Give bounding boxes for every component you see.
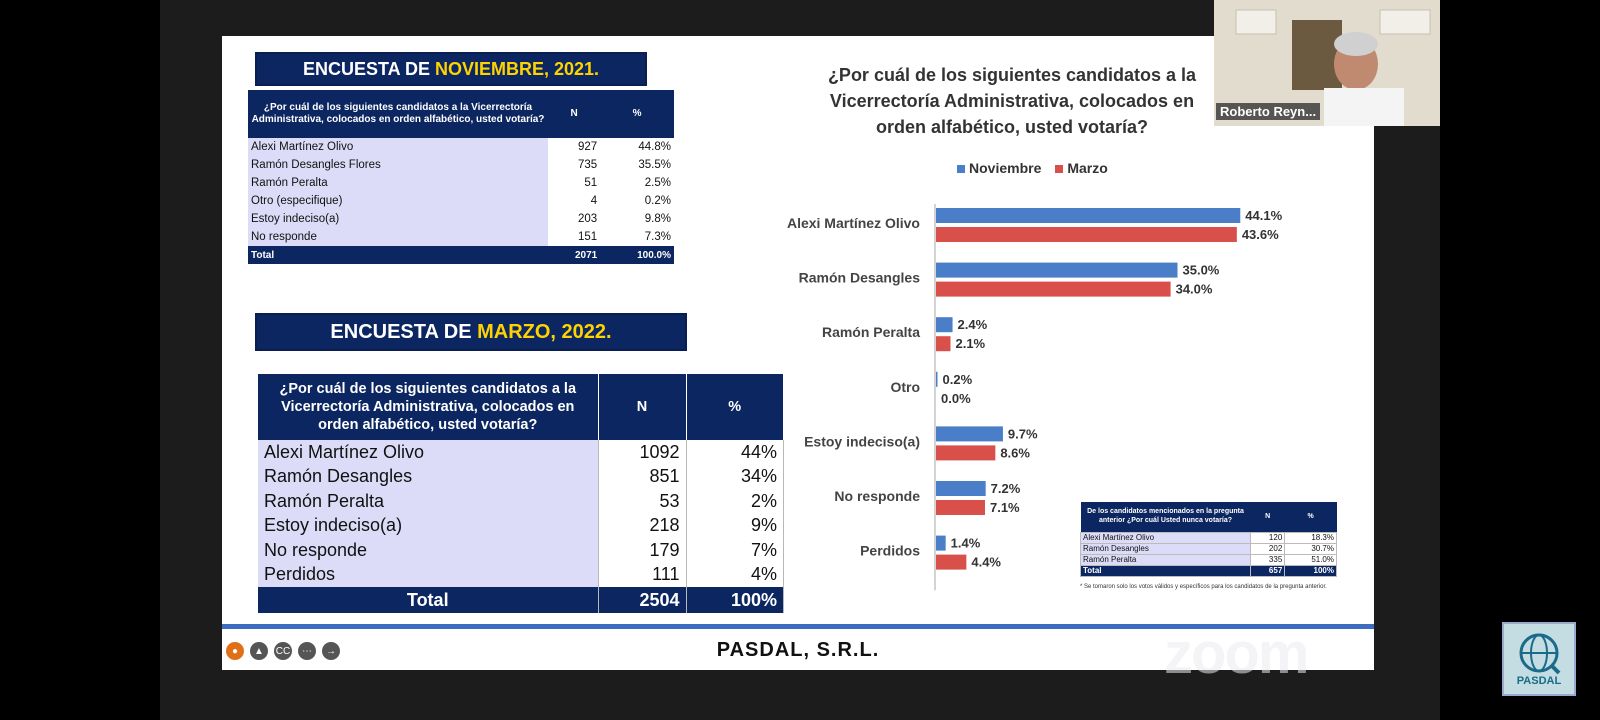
table-header-question: ¿Por cuál de los siguientes candidatos a la Vicerrectoría Administrativa, colocados en orden alfabético, usted votaría?: [258, 374, 598, 440]
total-pct: 100.0%: [600, 246, 674, 264]
table-marzo: [258, 374, 784, 613]
table-row: [248, 228, 674, 246]
row-label: Alexi Martínez Olivo: [248, 138, 548, 156]
data-label: 0.0%: [941, 390, 971, 406]
bar-marzo: [936, 336, 950, 351]
bar-noviembre: [936, 317, 953, 332]
row-label: Estoy indeciso(a): [258, 514, 598, 539]
banner-prefix: ENCUESTA DE: [302, 58, 430, 79]
row-label: Estoy indeciso(a): [248, 210, 548, 228]
banner-prefix: ENCUESTA DE: [330, 320, 472, 343]
data-label: 9.7%: [1007, 426, 1038, 442]
row-n: 927: [578, 141, 598, 153]
row-label: Otro (especifique): [248, 192, 548, 210]
data-label: 7.1%: [989, 500, 1020, 515]
row-n: 151: [578, 231, 598, 243]
total-label: Total: [248, 246, 548, 264]
row-label: No responde: [248, 228, 548, 246]
table-row: [1081, 543, 1337, 554]
bar-noviembre: [936, 426, 1003, 441]
banner-marzo: [255, 313, 687, 351]
table-row: [248, 210, 674, 228]
row-n: 111: [598, 563, 686, 588]
row-pct: 34%: [686, 465, 784, 490]
data-label: 44.1%: [1245, 208, 1283, 223]
category-label: Ramón Desangles: [798, 269, 920, 286]
row-label: No responde: [258, 538, 598, 563]
row-n: 120: [1251, 532, 1285, 543]
row-label: Ramón Peralta: [248, 174, 548, 192]
row-n: 51: [584, 177, 598, 189]
data-label: 0.2%: [942, 371, 973, 387]
pasdal-logo: [1502, 622, 1576, 696]
table-header-pct: %: [686, 374, 784, 440]
row-pct: 44.8%: [638, 141, 671, 153]
bar-marzo: [936, 227, 1237, 242]
table-header-pct: %: [1285, 502, 1337, 532]
data-label: 35.0%: [1182, 262, 1220, 278]
legend-noviembre: Noviembre: [957, 160, 1041, 176]
row-n: 53: [598, 489, 686, 514]
table-header-n: N: [1251, 502, 1285, 532]
row-label: Ramón Peralta: [1081, 554, 1251, 565]
table-row: [258, 489, 784, 514]
participant-name: Roberto Reyn...: [1216, 103, 1320, 120]
row-n: 202: [1251, 543, 1285, 554]
table-header-n: N: [598, 374, 686, 440]
data-label: 34.0%: [1175, 281, 1213, 297]
row-pct: 30.7%: [1285, 543, 1337, 554]
row-pct: 7%: [686, 538, 784, 563]
row-n: 335: [1251, 554, 1285, 565]
table-row: [258, 538, 784, 563]
data-label: 43.6%: [1241, 227, 1279, 242]
bar-noviembre: [936, 372, 938, 387]
total-n: 2504: [598, 587, 686, 613]
logo-text: PASDAL: [1516, 675, 1562, 687]
category-label: Estoy indeciso(a): [804, 433, 920, 450]
total-n: 2071: [548, 246, 600, 264]
right-black-bar: [1440, 0, 1600, 720]
table-row: [258, 514, 784, 539]
row-label: Ramón Peralta: [258, 489, 598, 514]
total-pct: 100%: [686, 587, 784, 613]
row-label: Ramón Desangles: [258, 465, 598, 490]
row-pct: 44%: [686, 440, 784, 465]
legend-marzo: Marzo: [1055, 160, 1107, 176]
row-label: Perdidos: [258, 563, 598, 588]
total-row: [248, 246, 674, 264]
bar-noviembre: [936, 536, 946, 551]
total-label: Total: [258, 587, 598, 613]
company-name: PASDAL, S.R.L.: [716, 639, 880, 661]
bar-marzo: [936, 555, 966, 570]
bar-noviembre: [936, 263, 1178, 278]
presentation-slide: [222, 36, 1374, 670]
total-label: Total: [1081, 565, 1251, 576]
bar-marzo: [936, 282, 1171, 297]
table-noviembre: [248, 90, 674, 264]
banner-noviembre: [255, 52, 647, 86]
zoom-watermark: zoom: [1164, 621, 1308, 686]
bar-marzo: [936, 445, 995, 460]
pen-icon[interactable]: ▲: [250, 642, 268, 660]
table-row: [258, 465, 784, 490]
table-header-pct: %: [600, 90, 674, 138]
chart-legend: [957, 160, 1108, 176]
table-row: [1081, 532, 1337, 543]
data-label: 1.4%: [950, 535, 981, 551]
bar-noviembre: [936, 481, 986, 496]
row-n: 179: [598, 538, 686, 563]
table-row: [248, 156, 674, 174]
next-arrow-icon[interactable]: →: [322, 642, 340, 660]
pointer-icon[interactable]: ●: [226, 642, 244, 660]
row-n: 218: [598, 514, 686, 539]
data-label: 4.4%: [971, 554, 1002, 570]
footnote: * Se tomaron solo los votos válidos y específicos para los candidatos de la pregunta anterior.: [1080, 584, 1327, 590]
table-row: [1081, 554, 1337, 565]
category-label: Ramón Peralta: [821, 324, 920, 341]
row-pct: 7.3%: [644, 231, 671, 243]
bar-marzo: [936, 500, 985, 515]
table-row: [258, 563, 784, 588]
category-label: Otro: [890, 378, 920, 395]
captions-icon[interactable]: CC: [274, 642, 292, 660]
row-pct: 0.2%: [644, 195, 671, 207]
row-pct: 18.3%: [1285, 532, 1337, 543]
row-n: 4: [590, 195, 598, 207]
table-row: [248, 174, 674, 192]
category-label: No responde: [834, 488, 920, 504]
total-row: [258, 587, 784, 613]
globe-search-icon: [1517, 631, 1561, 675]
data-label: 7.2%: [990, 481, 1021, 496]
row-n: 851: [598, 465, 686, 490]
banner-highlight: NOVIEMBRE, 2021.: [434, 58, 600, 79]
row-label: Ramón Desangles Flores: [248, 156, 548, 174]
left-black-bar: [0, 0, 160, 720]
row-pct: 9.8%: [644, 213, 671, 225]
total-row: [1081, 565, 1337, 576]
row-pct: 51.0%: [1285, 554, 1337, 565]
row-n: 203: [578, 213, 598, 225]
category-label: Alexi Martínez Olivo: [786, 215, 920, 231]
table-nunca-votaria: [1080, 502, 1337, 577]
row-pct: 9%: [686, 514, 784, 539]
participant-video[interactable]: [1214, 0, 1440, 126]
table-row: [248, 192, 674, 210]
table-header-n: N: [548, 90, 600, 138]
row-pct: 35.5%: [638, 159, 671, 171]
row-pct: 4%: [686, 563, 784, 588]
table-header-question: De los candidatos mencionados en la pregunta anterior ¿Por cuál Usted nunca votaría?: [1081, 502, 1251, 532]
row-label: Ramón Desangles: [1081, 543, 1251, 554]
chart-title: ¿Por cuál de los siguientes candidatos a la Vicerrectoría Administrativa, colocados en orden alfabético, usted votaría?: [827, 65, 1197, 137]
table-header-question: ¿Por cuál de los siguientes candidatos a la Vicerrectoría Administrativa, colocados en orden alfabético, usted votaría?: [248, 90, 548, 138]
data-label: 8.6%: [1000, 445, 1030, 461]
data-label: 2.1%: [955, 336, 986, 352]
table-row: [258, 440, 784, 465]
total-pct: 100%: [1285, 565, 1337, 576]
bar-noviembre: [936, 208, 1240, 223]
total-n: 657: [1251, 565, 1285, 576]
row-n: 735: [578, 159, 598, 171]
category-label: Perdidos: [860, 542, 920, 559]
row-n: 1092: [598, 440, 686, 465]
more-icon[interactable]: ⋯: [298, 642, 316, 660]
row-pct: 2%: [686, 489, 784, 514]
data-label: 2.4%: [957, 317, 988, 333]
row-label: Alexi Martínez Olivo: [258, 440, 598, 465]
table-row: [248, 138, 674, 156]
row-pct: 2.5%: [644, 177, 671, 189]
banner-highlight: MARZO, 2022.: [477, 320, 612, 343]
row-label: Alexi Martínez Olivo: [1081, 532, 1251, 543]
